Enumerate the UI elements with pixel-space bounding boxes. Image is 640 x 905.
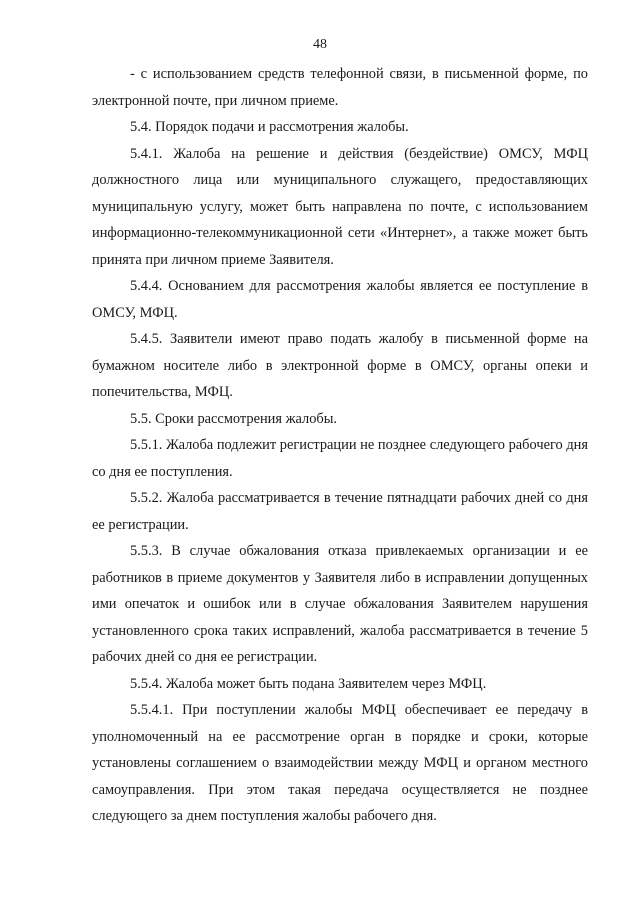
- paragraph-5-5-4: 5.5.4. Жалоба может быть подана Заявителем через МФЦ.: [130, 675, 487, 692]
- document-body: [92, 61, 588, 830]
- paragraph-5-5-4-1: 5.5.4.1. При поступлении жалобы МФЦ обеспечивает ее передачу в уполномоченный на ее рассмотрение орган в порядке и сроки, которые установлены соглашением о взаимодействии между МФЦ и органом местного самоуправления. При этом такая передача осуществляется не позднее следующего за днем поступления жалобы рабочего дня.: [92, 702, 588, 824]
- paragraph-5-5-heading: 5.5. Сроки рассмотрения жалобы.: [130, 410, 338, 427]
- paragraph-5-4-5: 5.4.5. Заявители имеют право подать жалобу в письменной форме на бумажном носителе либо в электронной форме в ОМСУ, органы опеки и попечительства, МФЦ.: [92, 331, 588, 400]
- paragraph-5-5-1: 5.5.1. Жалоба подлежит регистрации не позднее следующего рабочего дня со дня ее поступления.: [92, 437, 588, 480]
- paragraph-5-4-1: 5.4.1. Жалоба на решение и действия (бездействие) ОМСУ, МФЦ должностного лица или муниципального служащего, предоставляющих муниципальную услугу, может быть направлена по почте, с использованием информационно-телекоммуникационной сети «Интернет», а также может быть принята при личном приеме Заявителя.: [92, 145, 588, 268]
- paragraph-5-5-2: 5.5.2. Жалоба рассматривается в течение пятнадцати рабочих дней со дня ее регистрации.: [92, 490, 588, 533]
- page-number: 48: [313, 37, 327, 52]
- paragraph-5-5-3: 5.5.3. В случае обжалования отказа привлекаемых организации и ее работников в приеме документов у Заявителя либо в исправлении допущенных ими опечаток и ошибок или в случае обжалования Заявителем нарушения установленного срока таких исправлений, жалоба рассматривается в течение 5 рабочих дней со дня ее регистрации.: [92, 543, 588, 665]
- paragraph-5-4-heading: 5.4. Порядок подачи и рассмотрения жалобы.: [130, 119, 409, 135]
- paragraph-contact-methods: - с использованием средств телефонной связи, в письменной форме, по электронной почте, при личном приеме.: [92, 66, 588, 109]
- paragraph-5-4-4: 5.4.4. Основанием для рассмотрения жалобы является ее поступление в ОМСУ, МФЦ.: [92, 278, 588, 321]
